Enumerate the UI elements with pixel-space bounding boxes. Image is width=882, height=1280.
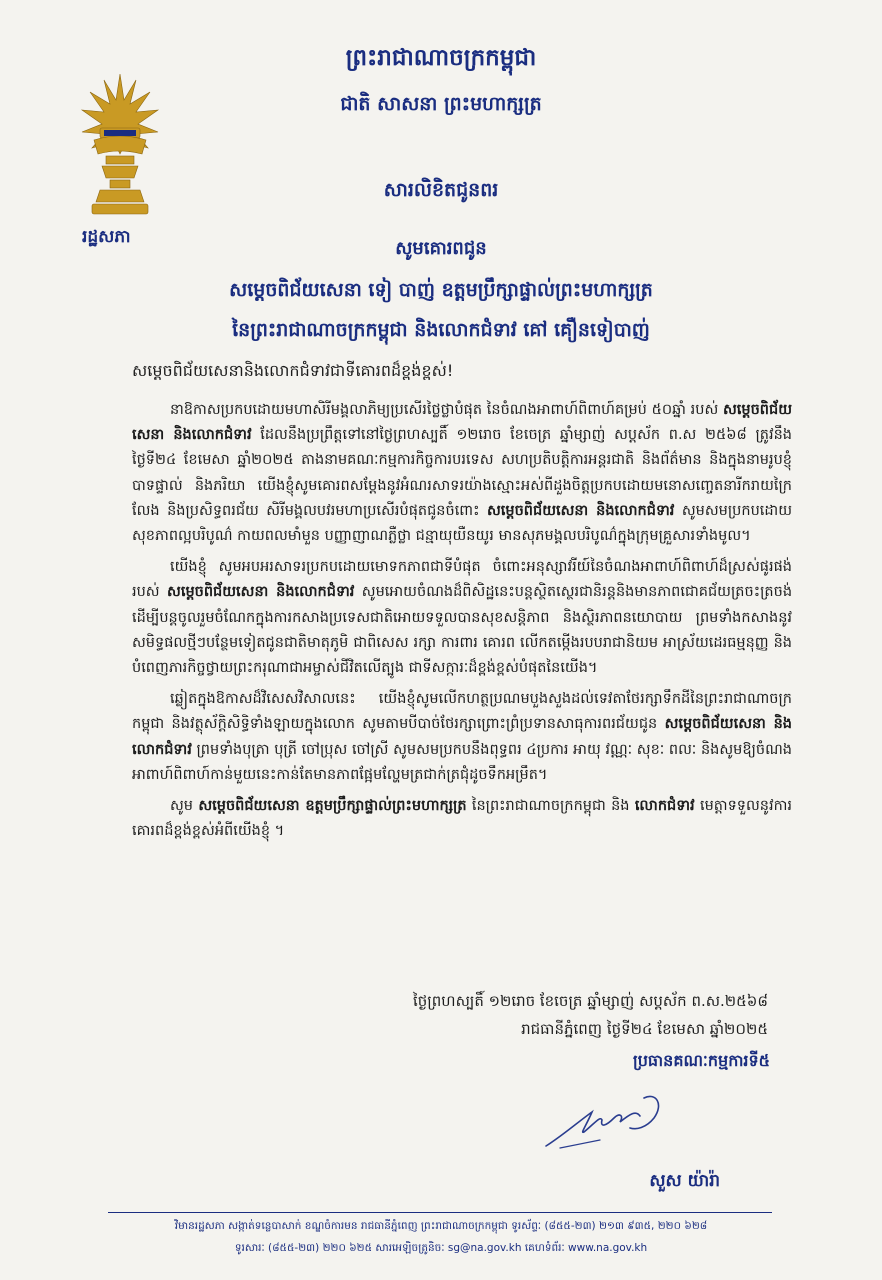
kingdom-heading: ព្រះរាជាណាចក្រកម្ពុជា	[345, 45, 537, 71]
honoree-name: សម្ដេចពិជ័យសេនា និងលោកជំទាវ	[132, 716, 793, 758]
paragraph-2: យើងខ្ញុំ សូមអបអរសាទរប្រកបដោយមោទកភាពជាទីបំផុត ចំពោះអនុស្សាវរីយ៍នៃចំណងអាពាហ៍ពិពាហ៍ដ៏ស្រស់ផូរផង់របស់ សម្ដេចពិជ័យសេនា និងលោកជំទាវ សូមអោយចំណងដ៏ពិសិដ្ឋនេះបន្តស្ថិតស្ថេរជានិរន្តនិងមានភាពជោគជ័យត្រចះត្រចង់ ដើម្បីបន្តចូលរួមចំណែកក្នុងការកសាងប្រទេសជាតិអោយទទួលបានសុខសន្តិភាព និងស្ថិរភាពនយោបាយ ព្រមទាំងកសាងនូវសមិទ្ធផលថ្មីៗបន្ថែមទៀតជូនជាតិមាតុភូមិ ជាពិសេស រក្សា ការពារ គោរព លើកតម្កើងរបបរាជានិយម អាស្រ័យដេរធម្មនុញ្ញ និងបំពេញភារកិច្ចថ្វាយព្រះករុណាជាអម្ចាស់ជីវិតលើត្បូង ជាទីសក្ការៈដ៏ខ្ពង់ខ្ពស់បំផុតនៃយើង។	[132, 559, 793, 677]
paragraph-4: សូម សម្ដេចពិជ័យសេនា ឧត្តមប្រឹក្សាផ្ទាល់ព្រះមហាក្សត្រ នៃព្រះរាជាណាចក្រកម្ពុជា និង លោកជំទាវ មេត្តាទទួលនូវការគោរពដ៏ខ្ពង់ខ្ពស់អំពីយើងខ្ញុំ ។	[132, 798, 793, 840]
honoree-name: លោកជំទាវ	[634, 798, 695, 815]
respectfully-to: សូមគោរពជូន	[395, 238, 487, 259]
honoree-name: សម្ដេចពិជ័យសេនា និងលោកជំទាវ	[132, 402, 793, 444]
solar-date: រាជធានីភ្នំពេញ ថ្ងៃទី២៤ ខែមេសា ឆ្នាំ២០២៥	[521, 1020, 768, 1038]
handwritten-signature-icon	[540, 1082, 700, 1162]
signer-title: ប្រធានគណៈកម្មការទី៥	[633, 1051, 770, 1070]
salutation: សម្ដេចពិជ័យសេនានិងលោកជំទាវជាទីគោរពដ៏ខ្ពង់ខ្ពស់!	[132, 361, 454, 380]
paragraph-3: ឆ្លៀតក្នុងឱកាសដ៏វិសេសវិសាលនេះ យើងខ្ញុំសូមលើកហត្ថប្រណមបួងសួងដល់ទេវតាថែរក្សាទឹកដីនៃព្រះរាជាណាចក្រកម្ពុជា និងវត្ថុស័ក្តិសិទ្ធិទាំងឡាយក្នុងលោក សូមតាមបីបាច់ថែរក្សាព្រោះព្រំប្រទានសាធុការពរជ័យជូន សម្ដេចពិជ័យសេនា និងលោកជំទាវ ព្រមទាំងបុត្រា បុត្រី ចៅប្រុស ចៅស្រី សូមសមប្រកបនឹងពុទ្ធពរ ៤ប្រការ អាយុ វណ្ណៈ សុខៈ ពលៈ និងសូមឱ្យចំណងអាពាហ៍ពិពាហ៍កាន់មួយនេះកាន់តែមានភាពផ្អែមល្ហែមត្រជាក់ត្រជុំដូចទឹកអម្រឹត។	[132, 691, 793, 783]
honoree-name: សម្ដេចពិជ័យសេនា ឧត្តមប្រឹក្សាផ្ទាល់ព្រះមហាក្សត្រ	[198, 798, 467, 815]
recipient-line-1: សម្ដេចពិជ័យសេនា ទៀ បាញ់ ឧត្តមប្រឹក្សាផ្ទាល់ព្រះមហាក្សត្រ	[229, 279, 653, 301]
motto-heading: ជាតិ សាសនា ព្រះមហាក្សត្រ	[340, 93, 542, 115]
lunar-date: ថ្ងៃព្រហស្បតិ៍ ១២រោច ខែចេត្រ ឆ្នាំម្សាញ់ សប្តស័ក ព.ស.២៥៦៨	[413, 992, 768, 1010]
paragraph-1: នាឱកាសប្រកបដោយមហាសិរីមង្គលាភិម្យប្រសើរថ្លៃថ្លាបំផុត នៃចំណងអាពាហ៍ពិពាហ៍គម្រប់ ៥០ឆ្នាំ របស់ សម្ដេចពិជ័យសេនា និងលោកជំទាវ ដែលនឹងប្រព្រឹត្តទៅនៅថ្ងៃព្រហស្បតិ៍ ១២រោច ខែចេត្រ ឆ្នាំម្សាញ់ សប្តស័ក ព.ស ២៥៦៨ ត្រូវនឹងថ្ងៃទី២៤ ខែមេសា ឆ្នាំ២០២៥ តាងនាមគណៈកម្មការកិច្ចការបរទេស សហប្រតិបត្តិការអន្តរជាតិ និងព័ត៌មាន និងក្នុងនាមរូបខ្ញុំបាទផ្ទាល់ និងភរិយា យើងខ្ញុំសូមគោរពសម្ដែងនូវអំណរសាទរយ៉ាងស្មោះអស់ពីដួងចិត្តប្រកបដោយមនោសញ្ចេតនារីករាយក្រៃលែង និងប្រសិទ្ធពរជ័យ សិរីមង្គលបវរមហាប្រសើរបំផុតជូនចំពោះ សម្ដេចពិជ័យសេនា និងលោកជំទាវ សូមសមប្រកបដោយសុខភាពល្អបរិបូណ៌ កាយពលមាំមួន បញ្ញាញាណភ្លឺថ្លា ជន្មាយុយឺនយូរ មានសុភមង្គលបរិបូណ៌ក្នុងក្រុមគ្រួសារទាំងមូល។	[132, 402, 793, 545]
footer-address: វិមានរដ្ឋសភា សង្កាត់ទន្លេបាសាក់ ខណ្ឌចំការមន រាជធានីភ្នំពេញ ព្រះរាជាណាចក្រកម្ពុជា ទូរស័ព្ទៈ (៨៥៥-២៣) ២១៣ ៩៣៥, ២២០ ៦២៨	[174, 1220, 708, 1232]
institution-label: រដ្ឋសភា	[82, 227, 131, 247]
letter-body	[132, 398, 792, 850]
signer-name: សួស យ៉ារ៉ា	[649, 1171, 720, 1191]
honoree-name: សម្ដេចពិជ័យសេនា និងលោកជំទាវ	[167, 584, 355, 601]
honoree-name: សម្ដេចពិជ័យសេនា និងលោកជំទាវ	[486, 502, 675, 519]
document-type-heading: សារលិខិតជូនពរ	[383, 179, 499, 201]
footer-contact: ទូរសារៈ (៨៥៥-២៣) ២២០ ៦២៥ សារអេឡិចត្រូនិចៈ sg@na.gov.kh គេហទំព័រៈ www.na.gov.kh	[234, 1242, 648, 1254]
footer-divider	[108, 1212, 772, 1213]
recipient-line-2: នៃព្រះរាជាណាចក្រកម្ពុជា និងលោកជំទាវ គៅ គឿនទៀបាញ់	[232, 319, 650, 341]
